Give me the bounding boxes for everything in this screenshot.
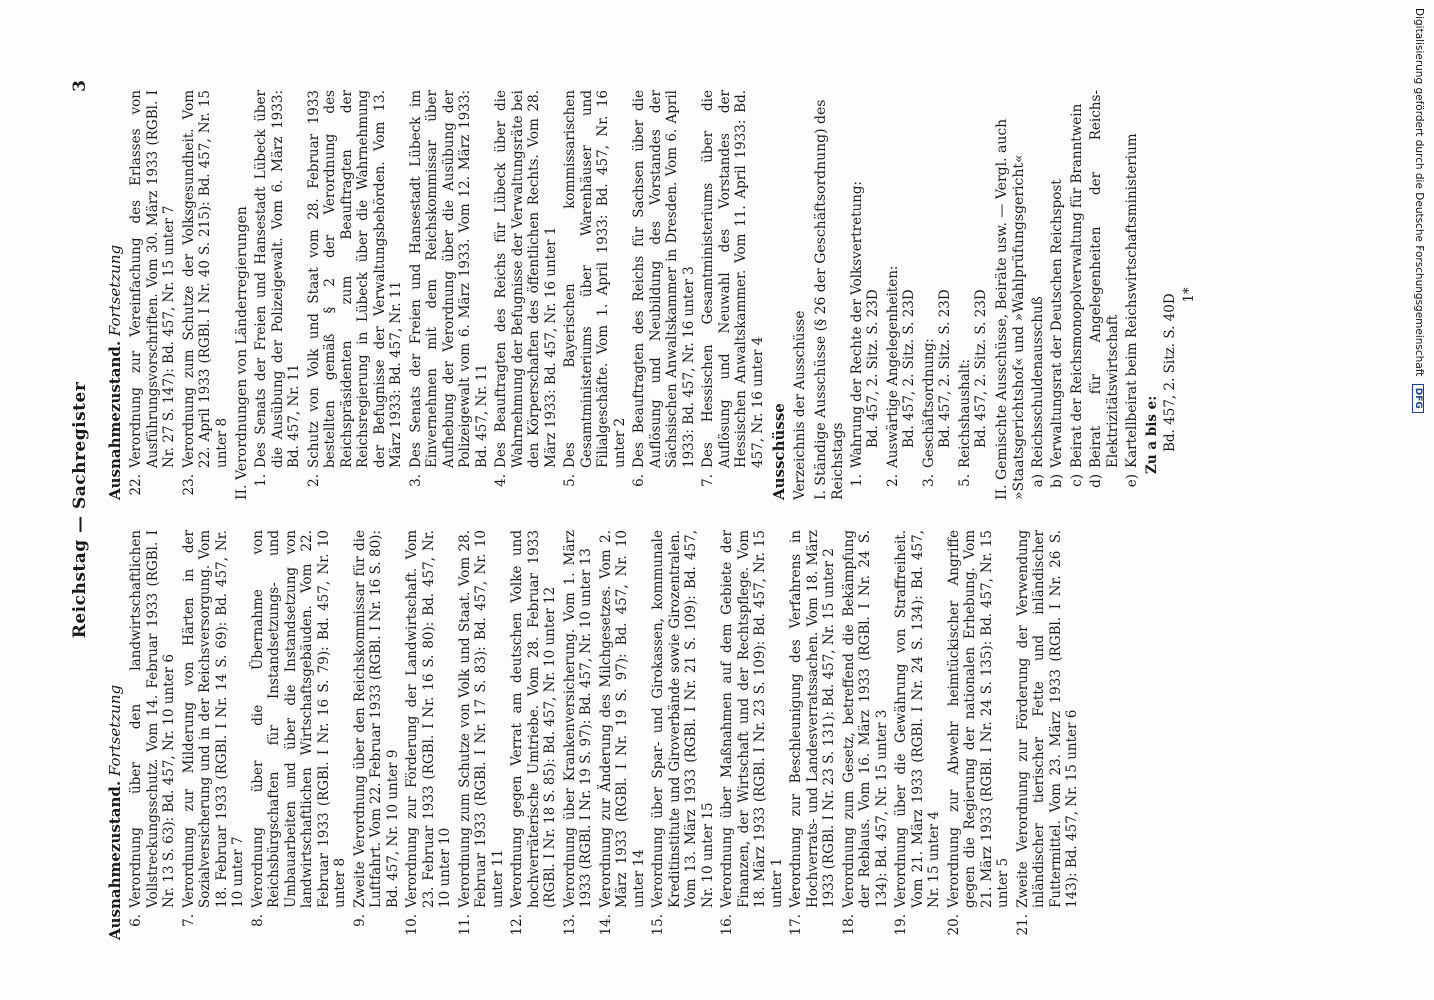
register-entry [306,90,405,500]
register-entry [650,530,716,940]
entry-number: 14. [597,914,614,936]
entry-number: d) [1088,474,1104,488]
register-entry [181,90,231,500]
roman-heading-mixed: II. Gemischte Ausschüsse, Beiräte usw. — Vergl. auch »Staatsgerichtshof« und »Wahlprüfungsgericht« [993,118,1027,500]
register-entry [1088,90,1121,500]
right-column [106,90,1199,500]
register-entry [509,530,559,940]
digitization-text: Digitalisierung gefördert durch die Deutsche Forschungsgemeinschaft [1413,8,1425,377]
register-entry [128,530,178,940]
entry-text: Verordnung über die Gewährung von Straffreiheit. Vom 21. März 1933 (RGBl. I Nr. 24 S. 134): Bd. 457, Nr. 15 unter 4 [893,530,942,908]
entry-text: Verordnung zum Gesetz, betreffend die Bekämpfung der Reblaus. Vom 16. März 1933 (RGBl. I Nr. 24 S. 134): Bd. 457, Nr. 15 unter 3 [840,530,890,908]
register-entry [1069,90,1086,500]
entry-reference: Bd. 457, 2. Sitz. S. 23D [901,289,917,448]
register-entry [408,90,491,500]
entry-number: 2. [884,474,901,487]
entry-number: 17. [788,914,804,936]
register-entry [631,90,697,500]
entry-text: Reichsschuldenausschuß [1029,296,1046,468]
entry-text: Zweite Verordnung über den Reichskommissar für die Luftfahrt. Vom 22. Februar 1933 (RGBl. I Nr. 16 S. 80): Bd. 457, Nr. 10 unter 9 [351,530,401,908]
register-entry [921,90,954,500]
register-entry [250,530,349,940]
register-entry [700,90,766,500]
entry-text: Verordnung gegen Verrat am deutschen Volke und hochverräterische Umtriebe. Vom 28. Februar 1933 (RGBl. I Nr. 18 S. 85): Bd. 457, Nr. 10 unter 12 [509,530,558,908]
entry-text: Des Senats der Freien und Hansestadt Lübeck im Einvernehmen mit dem Reichskommissar über Aufhebung der Verordnung über die Ausübung der Polizeigewalt vom 6. März 1933. Vom 12. März 1933: Bd. 457, Nr. 11 [407,90,490,468]
entry-text: Verordnung über Spar- und Girokassen, kommunale Kreditinstitute und Giroverbände sowie Girozentralen. Vom 13. März 1933 (RGBl. I Nr. 21 S. 109): Bd. 457, Nr. 10 unter 15 [650,530,716,908]
left-column [106,530,1084,940]
entry-text: Verordnung zum Schutze der Volksgesundheit. Vom 22. April 1933 (RGBl. I Nr. 40 S. 215): Bd. 457, Nr. 15 unter 8 [180,90,230,468]
entry-number: 13. [561,914,578,936]
entry-text: Geschäftsordnung: Bd. 457, 2. Sitz. S. 23D [921,90,954,468]
register-entry [404,530,454,940]
entry-reference: Bd. 457, 2. Sitz. S. 23D [973,289,989,448]
entry-text: Zweite Verordnung zur Förderung der Verwendung inländischer tierischer Fette und inländischer Futtermittel. Vom 23. März 1933 (RGBl. I Nr. 26 S. 143): Bd. 457, Nr. 15 unter 6 [1014,530,1080,908]
register-entry [1049,90,1066,500]
entry-number: 3. [407,474,424,487]
entry-text: Verordnung über die Übernahme von Reichsbürgschaften für Instandsetzungs- und Umbauarbeiten und über die Instandsetzung von landwirtschaftlichen Wirtschaftsgebäuden. Vom 22. Februar 1933 (RGBl. I Nr. 16 S. 79): Bd. 457, Nr. 10 unter 8 [249,530,348,908]
register-entry [128,90,178,500]
entry-text: Des Beauftragten des Reichs für Lübeck über die Wahrnehmung der Befugnisse der Verwaltungsräte bei den Körperschaften des öffentlichen Rechts. Vom 28. März 1933: Bd. 457, Nr. 16 unter 1 [493,90,559,468]
entry-number: 22. [128,474,144,496]
roman-heading-standing: I. Ständige Ausschüsse (§ 26 der Geschäftsordnung) des Reichstags [812,99,846,500]
entry-number: 1. [848,474,865,487]
register-entry [946,530,1012,940]
entry-number: 8. [249,914,266,927]
entry-text: Verordnung zur Änderung des Milchgesetzes. Vom 2. März 1933 (RGBl. I Nr. 19 S. 97): Bd. 457, Nr. 10 unter 14 [597,530,647,908]
digitization-note [1412,8,1425,413]
entry-reference: Bd. 457, 2. Sitz. S. 23D [937,289,953,448]
page-title: Reichstag — Sachregister [70,381,90,639]
register-entry [598,530,648,940]
entry-text: Verordnung zur Förderung der Landwirtschaft. Vom 23. Februar 1933 (RGBl. I Nr. 16 S. 80): Bd. 457, Nr. 10 unter 10 [404,530,453,908]
entry-text: Verordnung zur Milderung von Härten in der Sozialversicherung und in der Reichsversorgung. Vom 18. Februar 1933 (RGBl. I Nr. 14 S. 69): Bd. 457, Nr. 10 unter 7 [180,530,246,908]
entry-text: Des Beauftragten des Reichs für Sachsen über die Auflösung und Neubildung des Vorstandes der Sächsischen Anwaltskammer in Dresden. Vom 6. April 1933: Bd. 457, Nr. 16 unter 3 [631,90,697,468]
register-entry [849,90,882,500]
entry-text: Verordnung zur Beschleunigung des Verfahrens in Hochverrats- und Landesverratssachen. Vom 18. März 1933 (RGBl. I Nr. 23 S. 131): Bd. 457, Nr. 15 unter 2 [788,530,837,908]
standing-list [849,90,990,500]
entry-number: 7. [180,914,197,927]
right-entry-list [128,90,230,500]
entry-text: Kartellbeirat beim Reichswirtschaftsministerium [1124,133,1140,468]
mixed-list [1030,90,1141,500]
entry-number: 3. [920,474,937,487]
entry-number: 12. [509,914,525,936]
register-entry [893,530,943,940]
page-number: 3 [70,80,90,92]
entry-number: 11. [456,914,473,936]
entry-number: 5. [562,474,578,487]
register-entry [457,530,507,940]
entry-text: Des Bayerischen kommissarischen Gesamtministeriums über Warenhäuser und Filialgeschäfte. Vom 1. April 1933: Bd. 457, Nr. 16 unter 2 [562,90,628,468]
entry-text: Verordnung zur Vereinfachung des Erlasses von Ausführungsvorschriften. Vom 30. März 1933 (RGBl. I Nr. 27 S. 147): Bd. 457, Nr. 15 unter 7 [128,90,177,468]
entry-number: 16. [719,914,735,936]
register-entry [253,90,303,500]
entry-text: Verordnung über den landwirtschaftlichen Vollstreckungsschutz. Vom 14. Februar 1933 (RGBl. I Nr. 13 S. 63): Bd. 457, Nr. 10 unter 6 [128,530,177,908]
ausschuesse-intro: Verzeichnis der Ausschüsse [792,310,808,500]
entry-reference: Bd. 457, 2. Sitz. S. 23D [865,289,881,448]
section-continuation: Fortsetzung [106,684,124,777]
entry-text: Des Senats der Freien und Hansestadt Lübeck über die Ausübung der Polizeigewalt. Vom 6. März 1933: Bd. 457, Nr. 11 [253,90,302,468]
left-entry-list [128,530,1081,940]
entry-number: b) [1049,474,1065,488]
entry-number: 9. [351,914,368,927]
section-heading [106,90,124,500]
entry-number: 15. [650,914,666,936]
entry-number: e) [1124,474,1140,488]
entry-number: 20. [945,914,962,936]
section-title: Ausnahmezustand. [106,780,124,940]
zu-ref: Bd. 457, 2. Sitz. S. 40D [1162,293,1178,452]
land-entry-list [253,90,766,500]
entry-number: 7. [700,474,716,487]
entry-number: 6. [128,914,144,927]
register-entry [181,530,247,940]
entry-text: Reichshaushalt: Bd. 457, 2. Sitz. S. 23D [957,90,990,468]
register-entry [562,530,595,940]
ausschuesse-heading [770,90,788,500]
entry-text: Verordnung über Krankenversicherung. Vom 1. März 1933 (RGBl. I Nr. 19 S. 97): Bd. 457, Nr. 10 unter 13 [561,530,594,908]
section-continuation: Fortsetzung [106,244,124,337]
register-entry [788,530,838,940]
dfg-logo: DFG [1412,384,1424,413]
register-entry [841,530,891,940]
zu-label: Zu a bis e: [1143,395,1160,474]
register-entry [957,90,990,500]
entry-number: 6. [631,474,647,487]
entry-text: Verordnung über Maßnahmen auf dem Gebiete der Finanzen, der Wirtschaft und der Rechtspflege. Vom 18. März 1933 (RGBl. I Nr. 23 S. 109): Bd. 457, Nr. 15 unter 1 [719,530,785,908]
entry-number: 10. [404,914,420,936]
section-title: Ausnahmezustand. [106,340,124,500]
entry-text: Wahrung der Rechte der Volksvertretung: Bd. 457, 2. Sitz. S. 23D [849,90,882,468]
page-header [70,80,94,940]
entry-text: Verordnung zum Schutze von Volk und Staat. Vom 28. Februar 1933 (RGBl. I Nr. 17 S. 83): Bd. 457, Nr. 10 unter 11 [456,530,506,908]
entry-number: c) [1068,474,1085,487]
entry-number: 5. [956,474,973,487]
entry-number: 21. [1014,914,1031,936]
entry-number: 19. [893,914,909,936]
entry-number: 4. [493,474,509,487]
entry-text: Verordnung zur Abwehr heimtückischer Angriffe gegen die Regierung der nationalen Erhebung. Vom 21. März 1933 (RGBl. I Nr. 24 S. 135): Bd. 457, Nr. 15 unter 5 [945,530,1011,908]
entry-text: Verwaltungsrat der Deutschen Reichspost [1049,179,1065,468]
register-entry [1015,530,1081,940]
entry-text: Beirat für Angelegenheiten der Reichs-Elektrizitätswirtschaft [1088,90,1121,468]
entry-number: 23. [180,474,197,496]
register-entry [1124,90,1141,500]
entry-number: 1. [253,474,269,487]
register-entry [493,90,559,500]
register-entry [352,530,402,940]
register-entry [885,90,918,500]
register-entry [719,530,785,940]
entry-text: Beirat der Reichsmonopolverwaltung für Branntwein [1068,103,1085,468]
entry-number: 2. [305,474,322,487]
signature-mark: 1* [1180,287,1197,303]
ausschuesse-title: Ausschüsse [770,403,788,500]
register-entry [1030,90,1047,500]
entry-number: 18. [840,914,857,936]
entry-text: Auswärtige Angelegenheiten: Bd. 457, 2. Sitz. S. 23D [885,90,918,468]
section-heading [106,530,124,940]
roman-heading: II. Verordnungen von Länderregierungen [234,206,250,500]
register-entry [562,90,628,500]
rotated-page-content [70,80,1390,940]
entry-text: Schutz von Volk und Staat vom 28. Februar 1933 bestellten gemäß § 2 der Verordnung des Reichspräsidenten zum Beauftragten der Reichsregierung in Lübeck über die Wahrnehmung der Befugnisse der Verwaltungsbehörden. Vom 13. März 1933: Bd. 457, Nr. 11 [305,90,404,468]
entry-number: a) [1029,474,1046,488]
entry-text: Des Hessischen Gesamtministeriums über die Auflösung und Neuwahl des Vorstandes der Hessischen Anwaltskammer. Vom 11. April 1933: Bd. 457, Nr. 16 unter 4 [700,90,766,468]
